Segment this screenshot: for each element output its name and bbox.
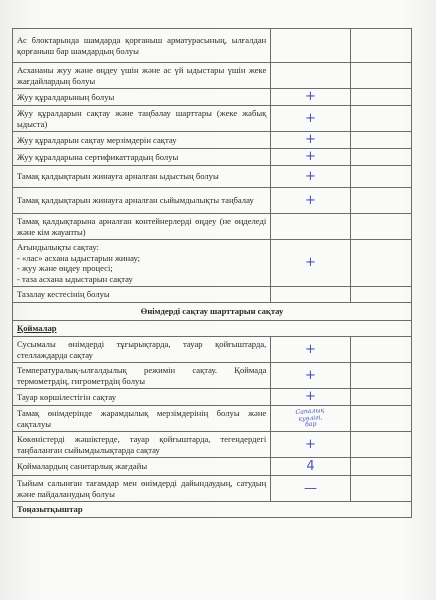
handwritten-mark: + (305, 341, 316, 357)
requirement-line: - жуу және өңдеу процесі; (17, 263, 113, 273)
handwritten-mark: + (305, 132, 316, 147)
note-cell (350, 389, 411, 406)
check-mark-cell (271, 476, 350, 502)
handwritten-line: куәлігі, (298, 413, 323, 423)
check-mark-cell (271, 240, 350, 287)
checklist-row (13, 214, 412, 240)
handwritten-mark: + (305, 168, 316, 184)
check-mark-cell (271, 432, 350, 458)
note-cell (350, 214, 411, 240)
requirement-text: Тамақ қалдықтарын жинауға арналған ыдыстың болуы (13, 166, 271, 188)
requirement-text: Тамақ өнімдерінде жарамдылық мерзімдерінің болуы және сақталуы (13, 406, 271, 432)
requirement-text: Температуралық-ылғалдылық режимін сақтау. Қоймада термометрдің, гигрометрдің болуы (13, 363, 271, 389)
subsection-title-row (13, 502, 412, 518)
check-mark-cell (271, 29, 350, 63)
handwritten-mark: + (305, 436, 316, 452)
handwritten-mark: 4 (306, 458, 315, 474)
checklist-row (13, 149, 412, 166)
check-mark-cell (271, 132, 350, 149)
checklist-row (13, 476, 412, 502)
section-title-row (13, 303, 412, 321)
checklist-row (13, 188, 412, 214)
checklist-row (13, 458, 412, 476)
check-mark-cell (271, 337, 350, 363)
note-cell (350, 149, 411, 166)
requirement-text: Жуу құралдарына сертификаттардың болуы (13, 149, 271, 166)
check-mark-cell (271, 287, 350, 303)
note-cell (350, 337, 411, 363)
check-mark-cell (271, 363, 350, 389)
requirement-text: Жуу құралдарын сақтау және таңбалау шарттары (жеке жабық ыдыста) (13, 106, 271, 132)
check-mark-cell (271, 406, 350, 432)
requirement-text: Ас блоктарында шамдарда қорғаныш арматурасының, ылғалдан қорғаныш бар шамдардың болуы (13, 29, 271, 63)
handwritten-mark: + (305, 149, 316, 164)
checklist-row (13, 63, 412, 89)
note-cell (350, 63, 411, 89)
requirement-text: Жуу құралдарын сақтау мерзімдерін сақтау (13, 132, 271, 149)
note-cell (350, 287, 411, 303)
handwritten-mark: + (305, 367, 316, 383)
note-cell (350, 458, 411, 476)
handwritten-mark: + (305, 110, 316, 126)
check-mark-cell (271, 166, 350, 188)
requirement-text: Сусымалы өнімдерді тұғырықтарда, тауар қойғыштарда, стеллаждарда сақтау (13, 337, 271, 363)
handwritten-mark: — (303, 480, 317, 496)
note-cell (350, 188, 411, 214)
requirement-text: Тазалау кестесінің болуы (13, 287, 271, 303)
check-mark-cell (271, 458, 350, 476)
requirement-line: Ағындылықты сақтау: (17, 242, 99, 252)
section-title: Өнімдерді сақтау шарттарын сақтау (13, 303, 412, 321)
requirement-line: - таза асхана ыдыстарын сақтау (17, 273, 133, 284)
note-cell (350, 106, 411, 132)
note-cell (350, 406, 411, 432)
check-mark-cell (271, 89, 350, 106)
subsection-title: Қоймалар (13, 321, 412, 337)
handwritten-mark: + (305, 255, 316, 270)
handwritten-mark: + (305, 192, 316, 208)
handwritten-line: бар (304, 420, 317, 429)
note-cell (350, 476, 411, 502)
check-mark-cell (271, 214, 350, 240)
checklist-row (13, 29, 412, 63)
checklist-row (13, 132, 412, 149)
checklist-row (13, 287, 412, 303)
checklist-row (13, 432, 412, 458)
note-cell (350, 29, 411, 63)
checklist-row (13, 389, 412, 406)
handwritten-mark: + (305, 389, 316, 404)
check-mark-cell (271, 188, 350, 214)
requirement-text (13, 240, 271, 287)
check-mark-cell (271, 389, 350, 406)
checklist-row (13, 337, 412, 363)
checklist-row (13, 363, 412, 389)
checklist-row (13, 240, 412, 287)
requirement-text: Тыйым салынған тағамдар мен өнімдерді дайындаудың, сатудың және пайдаланудың болуы (13, 476, 271, 502)
note-cell (350, 89, 411, 106)
requirement-text: Жуу құралдарының болуы (13, 89, 271, 106)
note-cell (350, 363, 411, 389)
check-mark-cell (271, 63, 350, 89)
subsection-title: Тоңазытқыштар (13, 502, 412, 518)
checklist-table (12, 28, 412, 518)
checklist-row (13, 406, 412, 432)
subsection-title-row (13, 321, 412, 337)
checklist-row (13, 106, 412, 132)
requirement-text: Тамақ қалдықтарына арналған контейнерлерді өңдеу (не өңделеді және кім жауапты) (13, 214, 271, 240)
check-mark-cell (271, 106, 350, 132)
requirement-text: Тауар көршілестігін сақтау (13, 389, 271, 406)
handwritten-line: Сапалық (295, 406, 325, 416)
note-cell (350, 166, 411, 188)
requirement-text: Тамақ қалдықтарын жинауға арналған сыйымдылықты таңбалау (13, 188, 271, 214)
note-cell (350, 240, 411, 287)
requirement-line: - «лас» асхана ыдыстарын жинау; (17, 252, 141, 263)
note-cell (350, 432, 411, 458)
requirement-text: Асхананы жуу және өңдеу үшін және ас үй ыдыстары үшін жеке жағдайлардың болуы (13, 63, 271, 89)
requirement-text: Көкөністерді жәшіктерде, тауар қойғыштарда, тегендердегі таңбаланған сыйымдылықтарда сақтау (13, 432, 271, 458)
check-mark-cell (271, 149, 350, 166)
checklist-row (13, 89, 412, 106)
handwritten-mark: + (305, 89, 316, 104)
checklist-row (13, 166, 412, 188)
note-cell (350, 132, 411, 149)
handwritten-note (295, 408, 325, 430)
requirement-text: Қоймалардың санитарлық жағдайы (13, 458, 271, 476)
